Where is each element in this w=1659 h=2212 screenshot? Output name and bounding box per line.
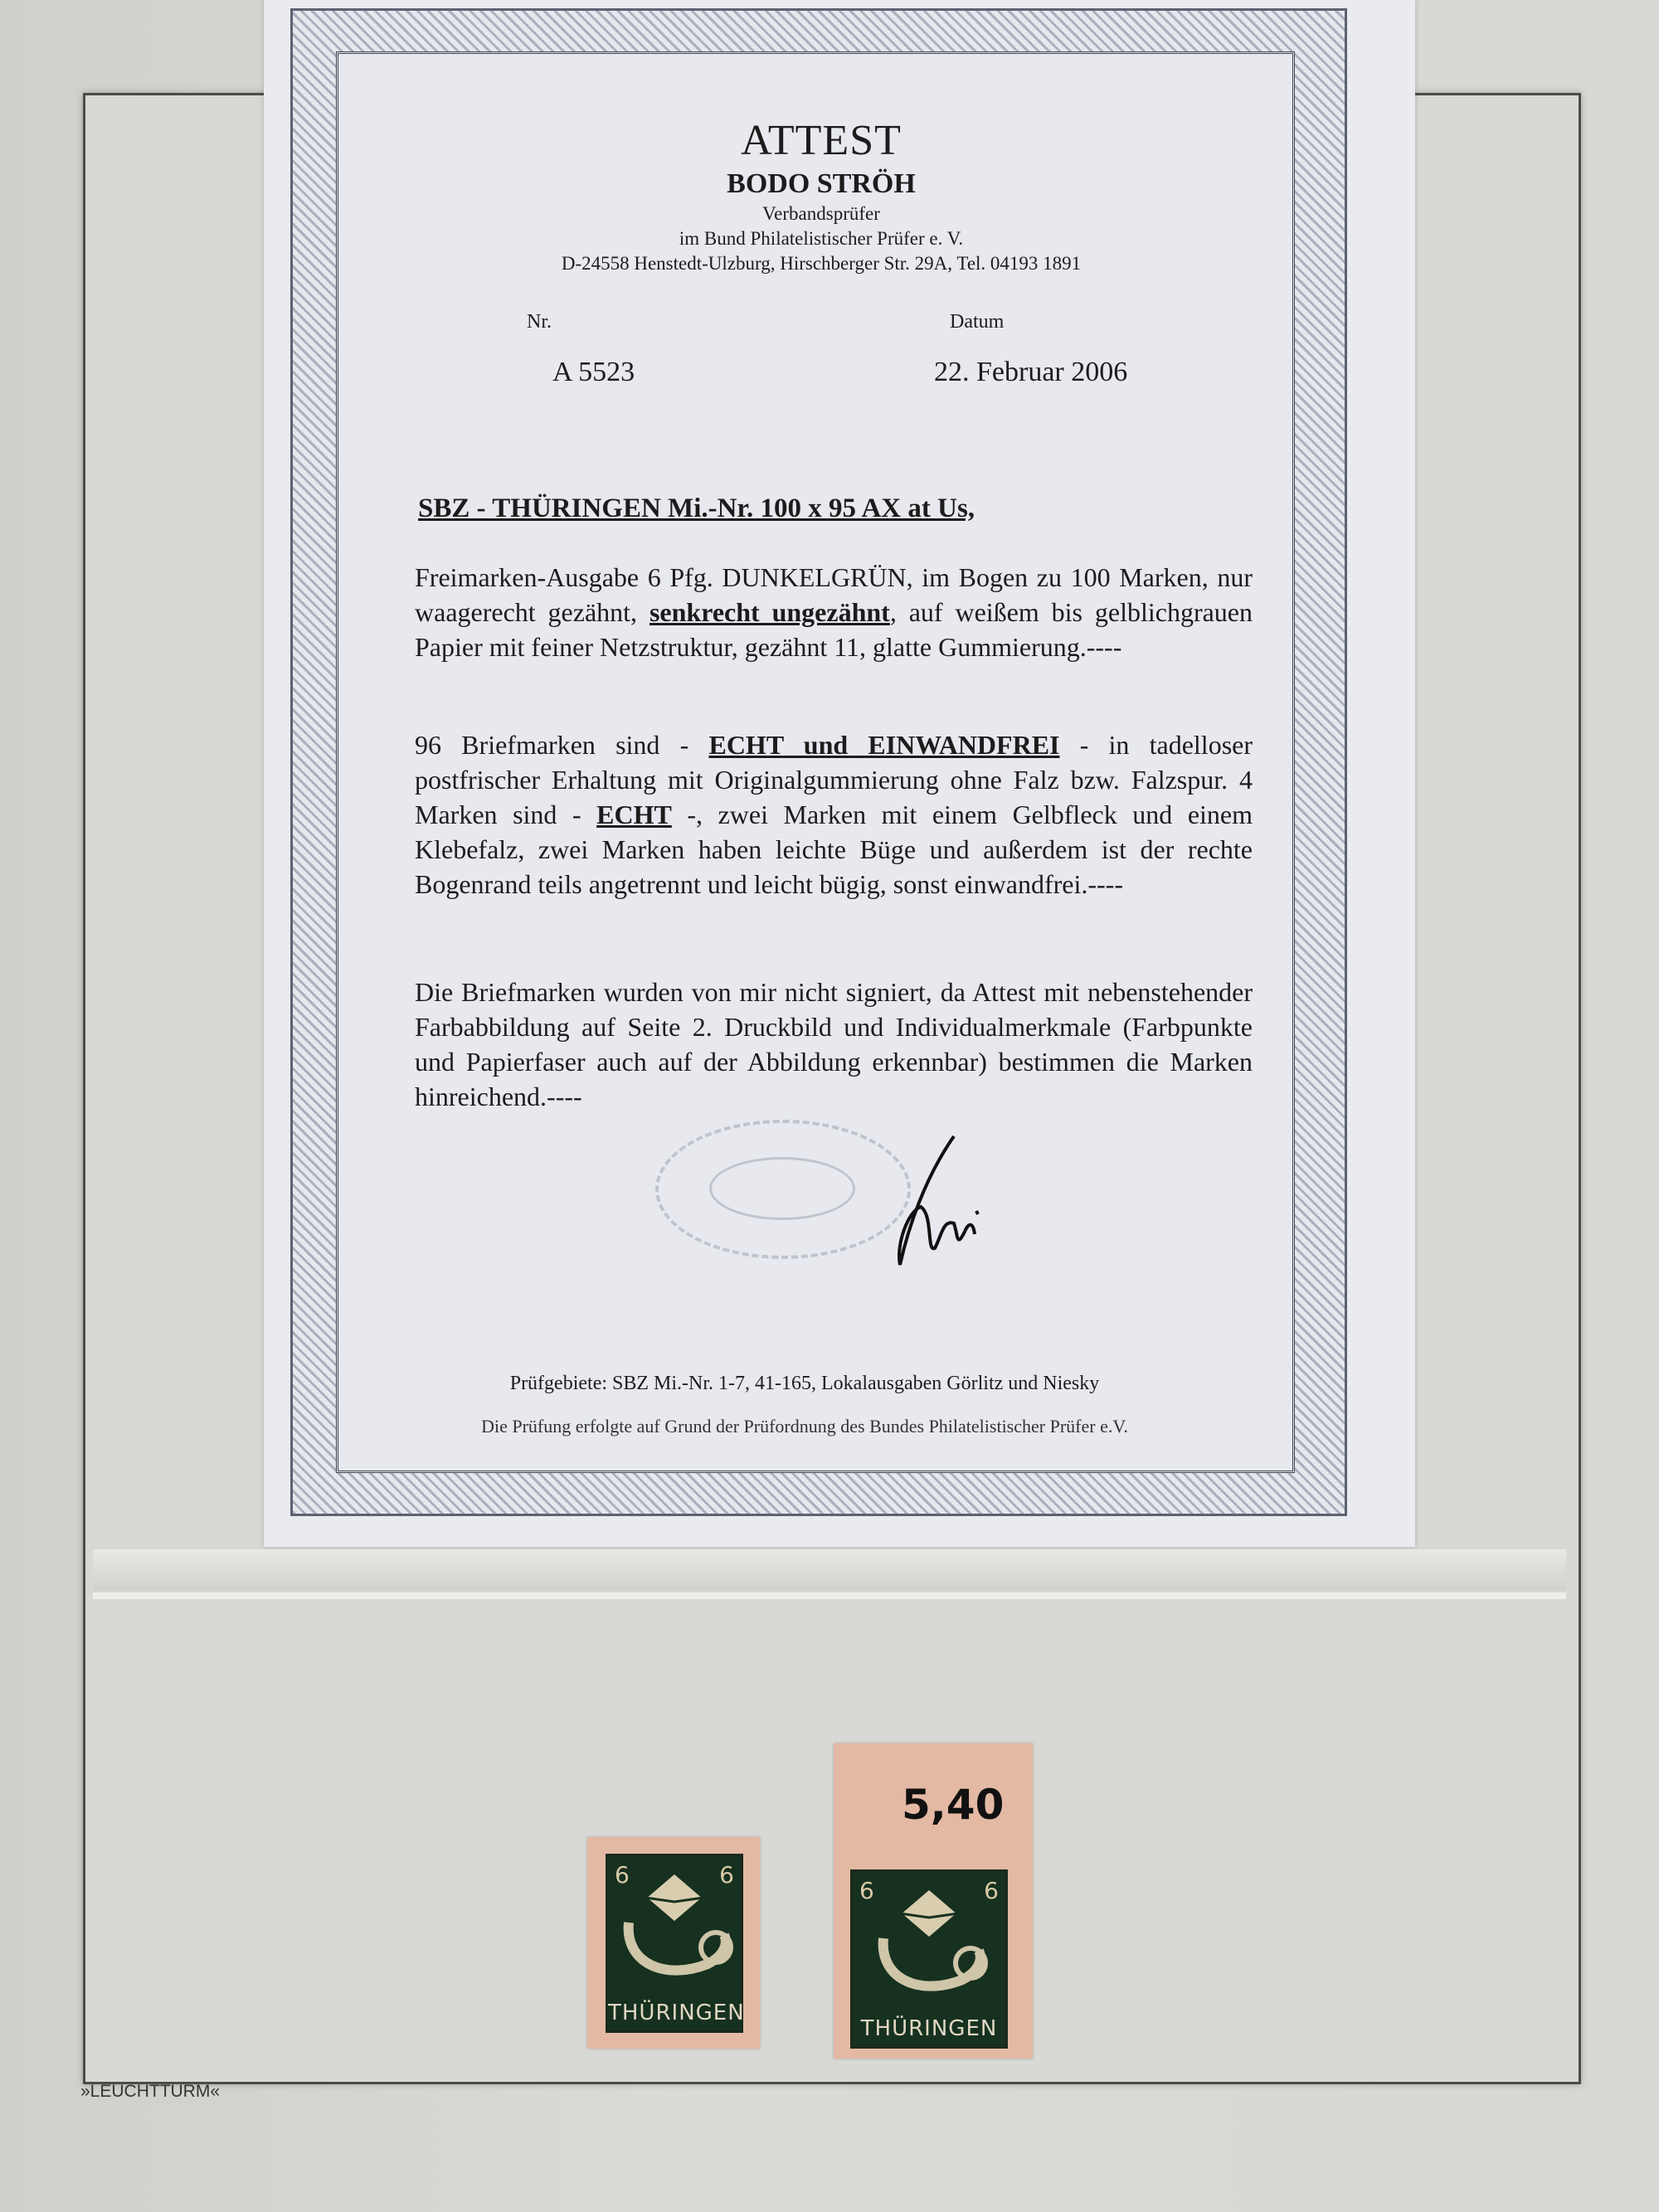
stamp-denomination-left: 6 bbox=[859, 1877, 874, 1904]
album-pocket-strip bbox=[93, 1549, 1566, 1591]
certificate-footer-scope: Prüfgebiete: SBZ Mi.-Nr. 1-7, 41-165, Lokalausgaben Görlitz und Niesky bbox=[509, 1373, 1100, 1394]
stamp-denomination-right: 6 bbox=[984, 1877, 999, 1904]
posthorn-envelope-icon bbox=[608, 1864, 741, 1989]
certificate-heading: SBZ - THÜRINGEN Mi.-Nr. 100 x 95 AX at Us, bbox=[418, 493, 975, 523]
stamp-country: THÜRINGEN bbox=[860, 2016, 998, 2041]
stamp-denomination-right: 6 bbox=[719, 1861, 734, 1889]
stamp-image bbox=[606, 1854, 743, 2033]
examiner-association: im Bund Philatelistischer Prüfer e. V. bbox=[679, 228, 964, 249]
stamp-denomination-left: 6 bbox=[615, 1861, 630, 1889]
signature bbox=[875, 1128, 991, 1277]
nr-label: Nr. bbox=[527, 311, 552, 333]
sheet-margin-price: 5,40 bbox=[902, 1781, 1005, 1829]
album-brand: »LEUCHTTURM« bbox=[80, 2082, 221, 2101]
certificate-number: A 5523 bbox=[552, 357, 635, 387]
paragraph-description: Freimarken-Ausgabe 6 Pfg. DUNKELGRÜN, im Bogen zu 100 Marken, nur waagerecht gezähnt, senkrecht ungezähnt, auf weißem bis gelblichgrauen Papier mit feiner Netzstruktur, gezähnt 11, glatte Gummierung.---- bbox=[415, 562, 1253, 662]
datum-label: Datum bbox=[950, 311, 1005, 333]
examiner-rubber-stamp-inner bbox=[709, 1157, 855, 1220]
examiner-role: Verbandsprüfer bbox=[762, 203, 880, 224]
stamp-single bbox=[587, 1837, 760, 2049]
certificate-text bbox=[390, 116, 1253, 1437]
album-pocket bbox=[93, 1592, 1566, 2080]
examiner-address: D-24558 Henstedt-Ulzburg, Hirschberger Str. 29A, Tel. 04193 1891 bbox=[561, 253, 1082, 274]
examiner-name: BODO STRÖH bbox=[727, 168, 916, 199]
certificate-footer-rules: Die Prüfung erfolgte auf Grund der Prüfordnung des Bundes Philatelistischer Prüfer e.V. bbox=[481, 1416, 1128, 1437]
posthorn-envelope-icon bbox=[853, 1880, 1005, 2005]
certificate-date: 22. Februar 2006 bbox=[934, 357, 1128, 387]
stamp-country: THÜRINGEN bbox=[608, 2001, 745, 2025]
paragraph-signing-note: Die Briefmarken wurden von mir nicht signiert, da Attest mit nebenstehender Farbabbildung auf Seite 2. Druckbild und Individualmerkmale (Farbpunkte und Papierfaser auch auf der Abbildung erkennbar) bestimmen die Marken hinreichend.---- bbox=[415, 977, 1253, 1111]
stamp-with-sheet-margin bbox=[834, 1743, 1033, 2059]
stamp-image bbox=[850, 1869, 1008, 2049]
certificate-title: ATTEST bbox=[741, 117, 902, 164]
paragraph-condition: 96 Briefmarken sind - ECHT und EINWANDFREI - in tadelloser postfrischer Erhaltung mit Originalgummierung ohne Falz bzw. Falzspur. 4 Marken sind - ECHT -, zwei Marken mit einem Gelbfleck und einem Klebefalz, zwei Marken haben leichte Büge und außerdem ist der rechte Bogenrand teils angetrennt und leicht bügig, sonst einwandfrei.---- bbox=[415, 730, 1253, 899]
